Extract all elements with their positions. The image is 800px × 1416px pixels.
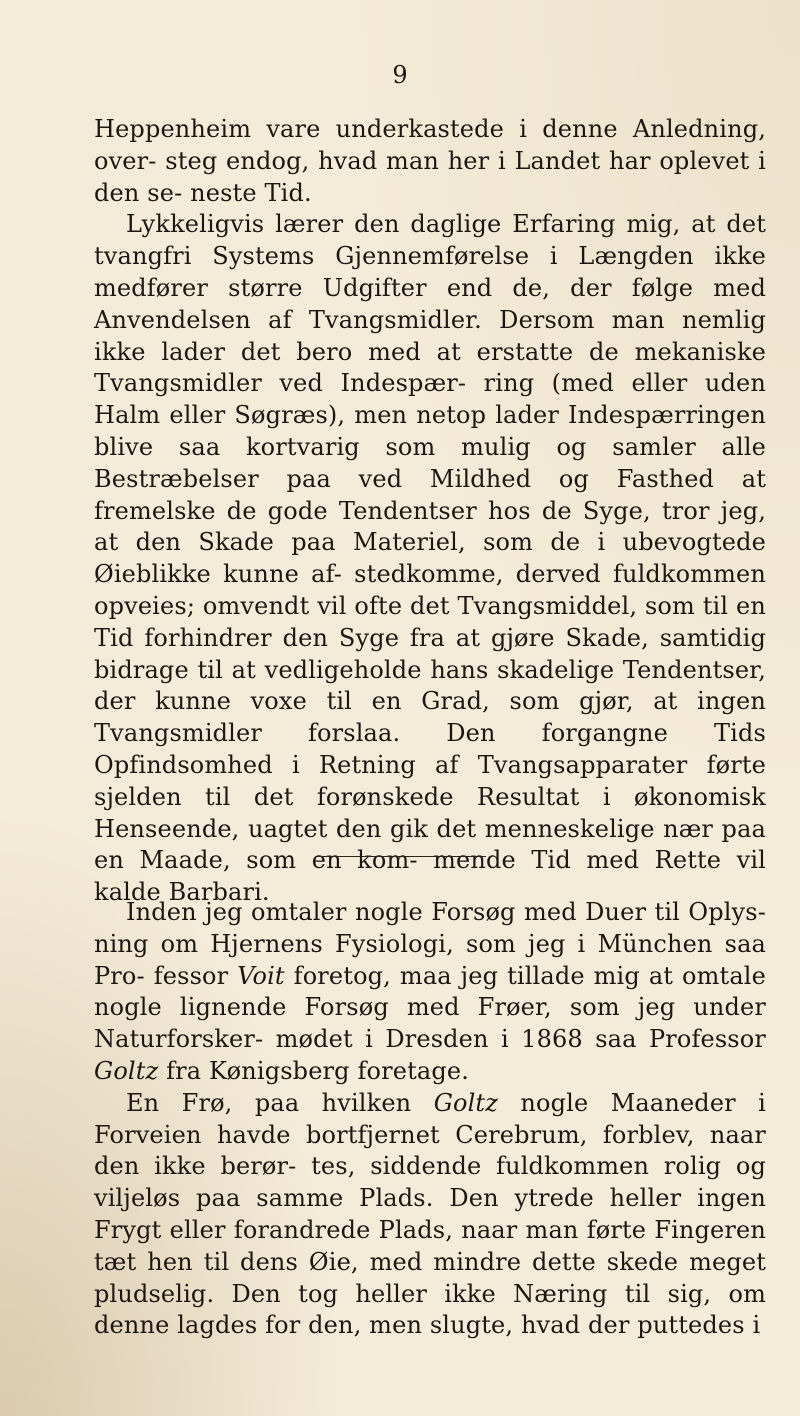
paragraph-text: fra Kønigsberg foretage. (158, 1056, 469, 1085)
section-text-top (94, 114, 766, 909)
paragraph: Lykkeligvis lærer den daglige Erfaring mig, at det tvangfri Systems Gjennemførelse i Længden ikke medfører større Udgifter end de, der følge med Anvendelsen af Tvangsmidler. Dersom man nemlig ikke lader det bero med at erstatte de mekaniske Tvangsmidler ved Indespær- ring (med eller uden Halm eller Søgræs), men netop lader Indespærringen blive saa kortvarig som mulig og samler alle Bestræbelser paa ved Mildhed og Fasthed at fremelske de gode Tendentser hos de Syge, tror jeg, at den Skade paa Materiel, som de i ubevogtede Øieblikke kunne af- stedkomme, derved fuldkommen opveies; omvendt vil ofte det Tvangsmiddel, som til en Tid forhindrer den Syge fra at gjøre Skade, samtidig bidrage til at vedligeholde hans skadelige Tendentser, der kunne voxe til en Grad, som gjør, at ingen Tvangsmidler forslaa. Den forgangne Tids Opfindsomhed i Retning af Tvangsapparater førte sjelden til det forønskede Resultat i økonomisk Henseende, uagtet den gik det menneskelige nær paa en Maade, som en kom- mende Tid med Rette vil kalde Barbari. (94, 210, 766, 907)
paragraph-text: nogle Maaneder i Forveien havde bortfjernet Cerebrum, forblev, naar den ikke berør- tes, siddende fuldkommen rolig og viljeløs paa samme Plads. Den ytrede heller ingen Frygt eller forandrede Plads, naar man førte Fingeren tæt hen til dens Øie, med mindre dette skede meget pludselig. Den tog heller ikke Næring til sig, om denne lagdes for den, men slugte, hvad der puttedes i (94, 1088, 767, 1340)
author-name: Goltz (94, 1056, 159, 1085)
paragraph-text: Inden jeg omtaler nogle Forsøg med Duer til Oplys- ning om Hjernens Fysiologi, som jeg i München saa Pro- fessor (94, 898, 766, 990)
paragraph (94, 1088, 766, 1342)
paragraph-text: foretog, maa jeg tillade mig at omtale nogle lignende Forsøg med Frøer, som jeg under Naturforsker- mødet i Dresden i 1868 saa Professor (94, 961, 766, 1054)
paragraph-text: En Frø, paa hvilken (126, 1088, 434, 1117)
paragraph: Heppenheim vare underkastede i denne Anledning, over- steg endog, hvad man her i Landet har oplevet i den se- neste Tid. (94, 115, 766, 207)
page-number: 9 (392, 61, 408, 89)
section-divider (316, 856, 486, 857)
paragraph (94, 897, 766, 1088)
author-name: Voit (237, 961, 285, 990)
section-text-bottom (94, 897, 766, 1342)
author-name: Goltz (433, 1088, 499, 1117)
